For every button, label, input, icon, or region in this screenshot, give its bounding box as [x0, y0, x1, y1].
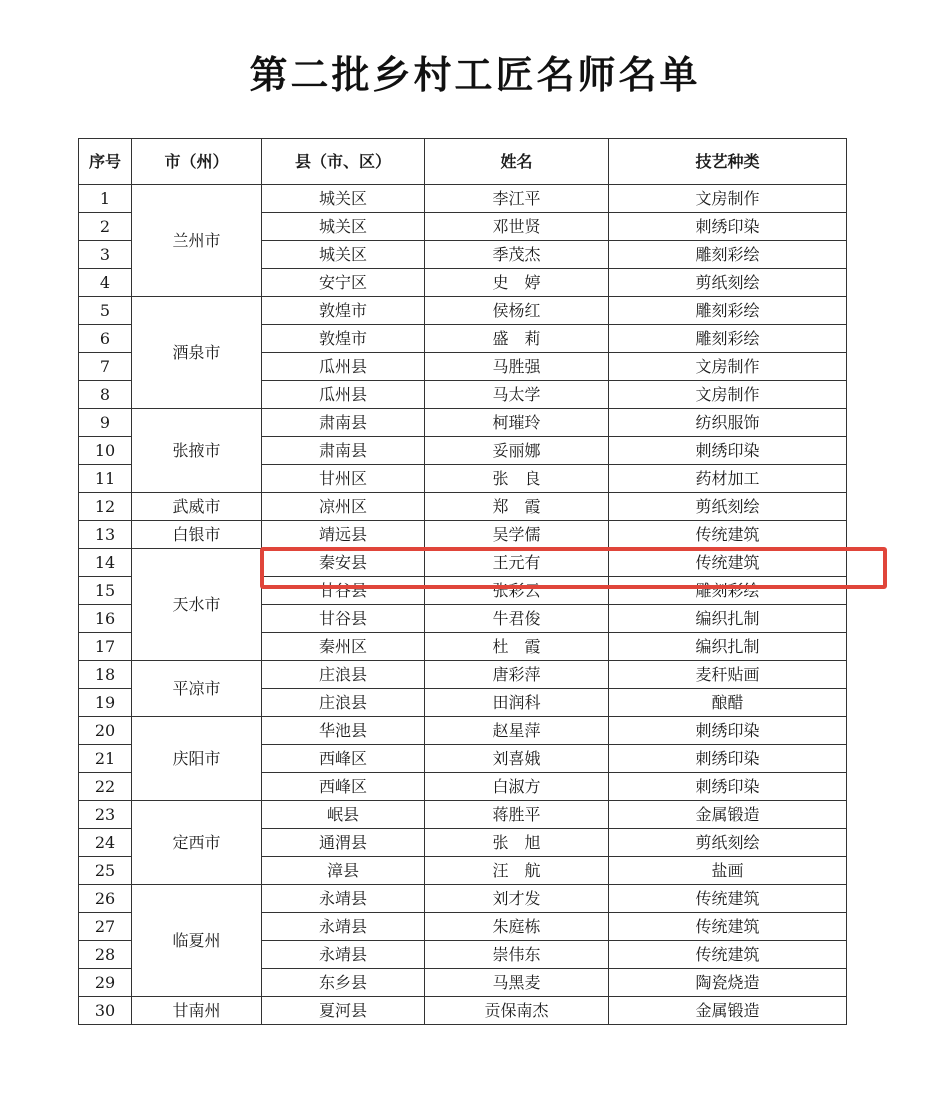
- name-cell: 唐彩萍: [425, 661, 609, 689]
- row-number-cell: 8: [79, 381, 132, 409]
- county-cell: 岷县: [262, 801, 425, 829]
- row-number-cell: 9: [79, 409, 132, 437]
- city-cell: 定西市: [132, 801, 262, 885]
- name-cell: 牛君俊: [425, 605, 609, 633]
- row-number-cell: 27: [79, 913, 132, 941]
- city-cell: 临夏州: [132, 885, 262, 997]
- city-cell: 白银市: [132, 521, 262, 549]
- county-cell: 靖远县: [262, 521, 425, 549]
- craft-cell: 编织扎制: [609, 633, 847, 661]
- name-cell: 季茂杰: [425, 241, 609, 269]
- craft-cell: 刺绣印染: [609, 437, 847, 465]
- row-number-cell: 19: [79, 689, 132, 717]
- row-number-cell: 20: [79, 717, 132, 745]
- name-cell: 崇伟东: [425, 941, 609, 969]
- county-cell: 敦煌市: [262, 297, 425, 325]
- craft-cell: 文房制作: [609, 353, 847, 381]
- row-number-cell: 12: [79, 493, 132, 521]
- name-cell: 贡保南杰: [425, 997, 609, 1025]
- row-number-cell: 3: [79, 241, 132, 269]
- craft-cell: 雕刻彩绘: [609, 325, 847, 353]
- name-cell: 汪 航: [425, 857, 609, 885]
- row-number-cell: 2: [79, 213, 132, 241]
- craft-cell: 剪纸刻绘: [609, 493, 847, 521]
- name-cell: 田润科: [425, 689, 609, 717]
- row-number-cell: 17: [79, 633, 132, 661]
- row-number-cell: 10: [79, 437, 132, 465]
- county-cell: 庄浪县: [262, 661, 425, 689]
- craft-cell: 药材加工: [609, 465, 847, 493]
- county-cell: 东乡县: [262, 969, 425, 997]
- table-body: [79, 185, 847, 1025]
- name-cell: 张 良: [425, 465, 609, 493]
- name-cell: 刘才发: [425, 885, 609, 913]
- county-cell: 西峰区: [262, 773, 425, 801]
- table-header-row: [79, 139, 847, 185]
- header-serial-number: 序号: [79, 139, 132, 185]
- row-number-cell: 30: [79, 997, 132, 1025]
- row-number-cell: 23: [79, 801, 132, 829]
- name-cell: 王元有: [425, 549, 609, 577]
- table-row: [79, 549, 847, 577]
- name-cell: 马胜强: [425, 353, 609, 381]
- craft-cell: 传统建筑: [609, 941, 847, 969]
- row-number-cell: 4: [79, 269, 132, 297]
- city-cell: 武威市: [132, 493, 262, 521]
- row-number-cell: 1: [79, 185, 132, 213]
- county-cell: 肃南县: [262, 437, 425, 465]
- table-row: [79, 493, 847, 521]
- craft-cell: 雕刻彩绘: [609, 297, 847, 325]
- craft-cell: 雕刻彩绘: [609, 241, 847, 269]
- table-row: [79, 185, 847, 213]
- craft-cell: 纺织服饰: [609, 409, 847, 437]
- craft-cell: 剪纸刻绘: [609, 269, 847, 297]
- craft-cell: 雕刻彩绘: [609, 577, 847, 605]
- craft-cell: 刺绣印染: [609, 717, 847, 745]
- craft-cell: 盐画: [609, 857, 847, 885]
- page-title: 第二批乡村工匠名师名单: [249, 53, 701, 97]
- city-cell: 兰州市: [132, 185, 262, 297]
- row-number-cell: 18: [79, 661, 132, 689]
- row-number-cell: 21: [79, 745, 132, 773]
- county-cell: 甘谷县: [262, 577, 425, 605]
- craft-cell: 传统建筑: [609, 549, 847, 577]
- county-cell: 通渭县: [262, 829, 425, 857]
- name-cell: 侯杨红: [425, 297, 609, 325]
- county-cell: 凉州区: [262, 493, 425, 521]
- table-row: [79, 409, 847, 437]
- header-name: 姓名: [425, 139, 609, 185]
- craft-cell: 传统建筑: [609, 521, 847, 549]
- craft-cell: 麦秆贴画: [609, 661, 847, 689]
- craft-cell: 刺绣印染: [609, 773, 847, 801]
- craft-cell: 金属锻造: [609, 801, 847, 829]
- name-cell: 马黑麦: [425, 969, 609, 997]
- county-cell: 城关区: [262, 185, 425, 213]
- name-cell: 赵星萍: [425, 717, 609, 745]
- county-cell: 永靖县: [262, 913, 425, 941]
- name-cell: 柯璀玲: [425, 409, 609, 437]
- county-cell: 安宁区: [262, 269, 425, 297]
- county-cell: 夏河县: [262, 997, 425, 1025]
- craft-cell: 文房制作: [609, 185, 847, 213]
- name-cell: 吴学儒: [425, 521, 609, 549]
- row-number-cell: 13: [79, 521, 132, 549]
- craft-cell: 酿醋: [609, 689, 847, 717]
- county-cell: 肃南县: [262, 409, 425, 437]
- name-cell: 白淑方: [425, 773, 609, 801]
- name-cell: 李江平: [425, 185, 609, 213]
- header-county: 县（市、区）: [262, 139, 425, 185]
- county-cell: 华池县: [262, 717, 425, 745]
- table-row: [79, 997, 847, 1025]
- row-number-cell: 6: [79, 325, 132, 353]
- artisan-roster-table: [78, 138, 847, 1025]
- row-number-cell: 26: [79, 885, 132, 913]
- name-cell: 马太学: [425, 381, 609, 409]
- name-cell: 张 旭: [425, 829, 609, 857]
- county-cell: 甘州区: [262, 465, 425, 493]
- craft-cell: 编织扎制: [609, 605, 847, 633]
- county-cell: 西峰区: [262, 745, 425, 773]
- header-city: 市（州）: [132, 139, 262, 185]
- name-cell: 张彩云: [425, 577, 609, 605]
- county-cell: 秦安县: [262, 549, 425, 577]
- row-number-cell: 11: [79, 465, 132, 493]
- row-number-cell: 15: [79, 577, 132, 605]
- name-cell: 蒋胜平: [425, 801, 609, 829]
- county-cell: 城关区: [262, 213, 425, 241]
- county-cell: 城关区: [262, 241, 425, 269]
- craft-cell: 刺绣印染: [609, 745, 847, 773]
- header-craft-type: 技艺种类: [609, 139, 847, 185]
- name-cell: 杜 霞: [425, 633, 609, 661]
- city-cell: 甘南州: [132, 997, 262, 1025]
- county-cell: 敦煌市: [262, 325, 425, 353]
- craft-cell: 传统建筑: [609, 885, 847, 913]
- row-number-cell: 16: [79, 605, 132, 633]
- name-cell: 郑 霞: [425, 493, 609, 521]
- county-cell: 庄浪县: [262, 689, 425, 717]
- city-cell: 庆阳市: [132, 717, 262, 801]
- table-row: [79, 717, 847, 745]
- row-number-cell: 25: [79, 857, 132, 885]
- table-row: [79, 661, 847, 689]
- name-cell: 朱庭栋: [425, 913, 609, 941]
- row-number-cell: 24: [79, 829, 132, 857]
- craft-cell: 传统建筑: [609, 913, 847, 941]
- craft-cell: 金属锻造: [609, 997, 847, 1025]
- row-number-cell: 22: [79, 773, 132, 801]
- name-cell: 盛 莉: [425, 325, 609, 353]
- county-cell: 瓜州县: [262, 353, 425, 381]
- county-cell: 秦州区: [262, 633, 425, 661]
- row-number-cell: 5: [79, 297, 132, 325]
- row-number-cell: 14: [79, 549, 132, 577]
- craft-cell: 陶瓷烧造: [609, 969, 847, 997]
- name-cell: 妥丽娜: [425, 437, 609, 465]
- county-cell: 瓜州县: [262, 381, 425, 409]
- row-number-cell: 28: [79, 941, 132, 969]
- city-cell: 天水市: [132, 549, 262, 661]
- county-cell: 甘谷县: [262, 605, 425, 633]
- county-cell: 永靖县: [262, 941, 425, 969]
- name-cell: 邓世贤: [425, 213, 609, 241]
- county-cell: 漳县: [262, 857, 425, 885]
- row-number-cell: 7: [79, 353, 132, 381]
- craft-cell: 剪纸刻绘: [609, 829, 847, 857]
- table-row: [79, 885, 847, 913]
- craft-cell: 刺绣印染: [609, 213, 847, 241]
- craft-cell: 文房制作: [609, 381, 847, 409]
- table-row: [79, 297, 847, 325]
- name-cell: 史 婷: [425, 269, 609, 297]
- name-cell: 刘喜娥: [425, 745, 609, 773]
- city-cell: 酒泉市: [132, 297, 262, 409]
- city-cell: 平凉市: [132, 661, 262, 717]
- county-cell: 永靖县: [262, 885, 425, 913]
- table-row: [79, 801, 847, 829]
- table-row: [79, 521, 847, 549]
- city-cell: 张掖市: [132, 409, 262, 493]
- row-number-cell: 29: [79, 969, 132, 997]
